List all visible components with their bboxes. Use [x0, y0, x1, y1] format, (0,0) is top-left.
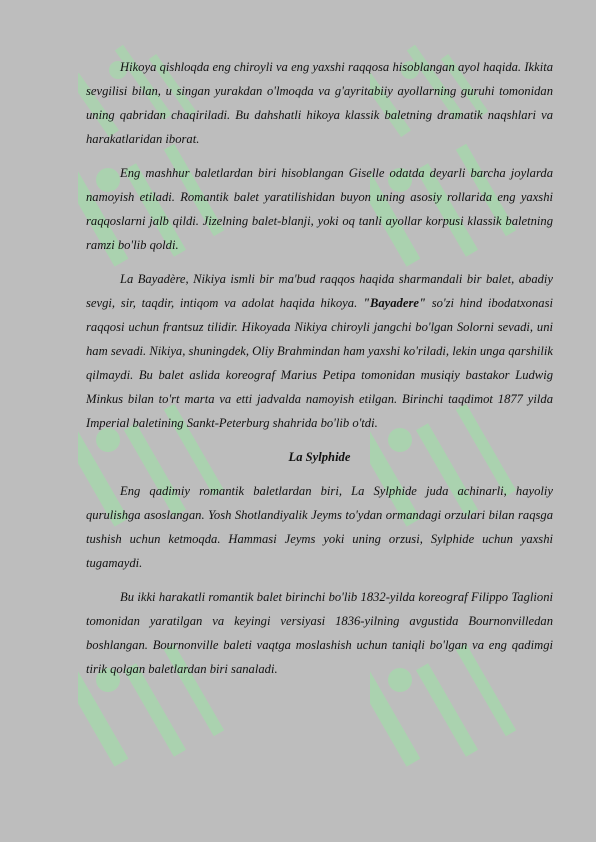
bold-term: "Bayadere"	[362, 296, 426, 310]
paragraph: Bu ikki harakatli romantik balet birinchi bo'lib 1832-yilda koreograf Filippo Taglioni tomonidan yaratilgan va keyingi versiyasi 1836-yilning avgustida Bournonvilledan boshlangan. Bournonville baleti vaqtga moslashish uchun taniqli bo'lgan va eng qadimgi tirik qolgan baletlardan biri sanaladi.	[86, 590, 553, 676]
paragraph: Hikoya qishloqda eng chiroyli va eng yaxshi raqqosa hisoblangan ayol haqida. Ikkita sevgilisi bilan, u singan yurakdan o'lmoqda va g'ayritabiiy ayollarning guruhi tomonidan uning qabridan chaqiriladi. Bu dahshatli hikoya klassik baletning dramatik naqshlari va harakatlaridan iborat.	[86, 60, 553, 146]
paragraph: Eng qadimiy romantik baletlardan biri, La Sylphide juda achinarli, hayoliy qurulishga asoslangan. Yosh Shotlandiyalik Jeyms to'ydan ormandagi orzulari bilan raqsga tushish uchun ketmoqda. Hammasi Jeyms yoki uning orzusi, Sylphide uchun yaxshi tugamaydi.	[86, 484, 553, 570]
paragraph	[86, 267, 553, 435]
section-heading: La Sylphide	[288, 450, 351, 464]
paragraph-text: so'zi hind ibodatxonasi raqqosi uchun frantsuz tilidir. Hikoyada Nikiya chiroyli jangchi bo'lgan Solorni sevadi, uni ham sevadi. Nikiya, shuningdek, Oliy Brahmindan ham yaxshi ko'riladi, lekin unga qarshilik qilmaydi. Bu balet aslida koreograf Marius Petipa tomonidan musiqiy bastakor Ludwig Minkus bilan to'rt marta va etti jadvalda namoyish etilgan. Birinchi taqdimot 1877 yilda Imperial baletining Sankt-Peterburg shahrida bo'lib o'tdi.	[86, 296, 553, 430]
paragraph-text: La Bayadère, Nikiya ismli bir ma'bud raqqos haqida sharmandali bir balet, abadiy sevgi, sir, taqdir, intiqom va adolat haqida hikoya.	[86, 272, 553, 310]
document-body	[86, 55, 553, 691]
paragraph: Eng mashhur baletlardan biri hisoblangan Giselle odatda deyarli barcha joylarda namoyish etiladi. Romantik balet yaratilishidan buyon uning asosiy rollarida eng yaxshi raqqoslarni jalb qildi. Jizelning balet-blanji, yoki oq tanli ayollar korpusi klassik baletning ramzi bo'lib qoldi.	[86, 166, 553, 252]
